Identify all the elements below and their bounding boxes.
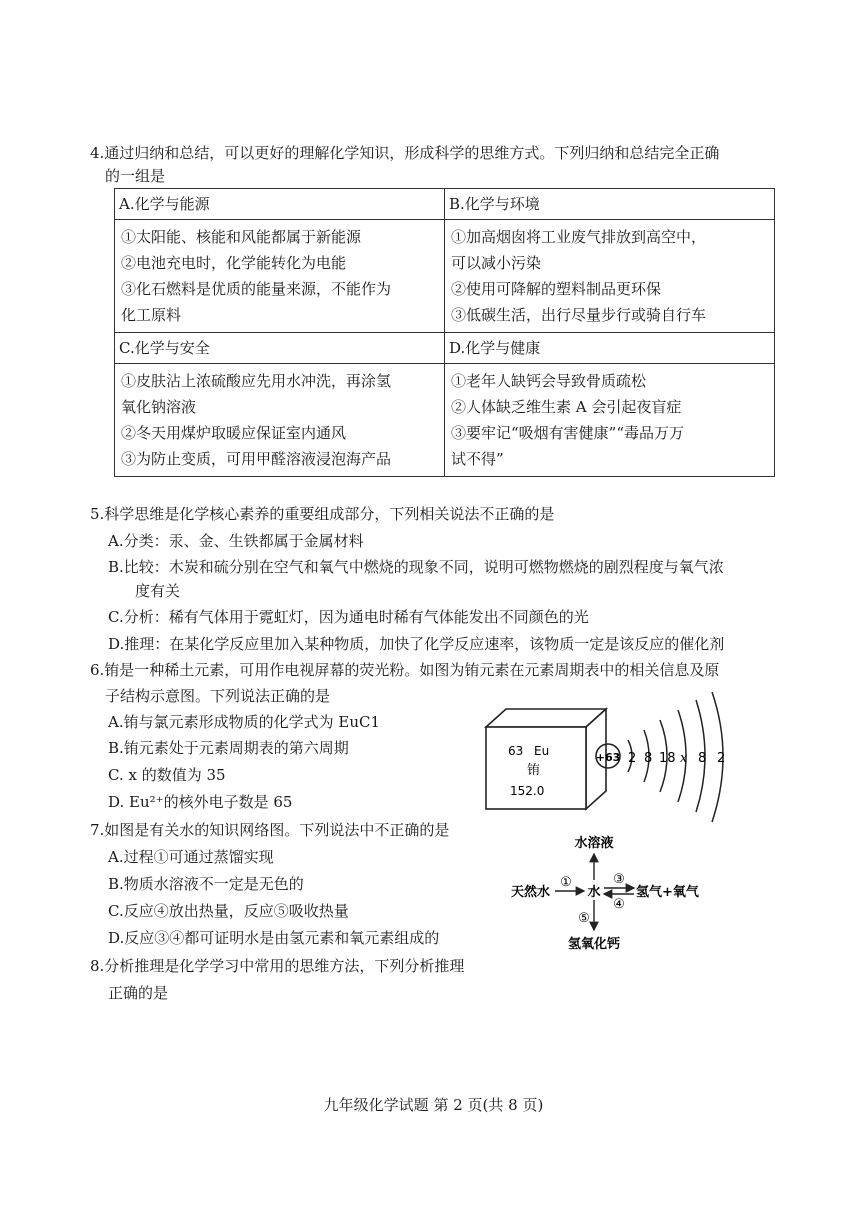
q4-stem-line2: 的一组是 — [105, 167, 166, 185]
q4-cell-a-header: A.化学与能源 — [115, 189, 445, 220]
q4-a-line: ③化石燃料是优质的能量来源，不能作为 — [121, 280, 392, 298]
q4-c-line: ①皮肤沾上浓硫酸应先用水冲洗，再涂氢 — [121, 372, 392, 390]
q4-b-line: 可以减小污染 — [451, 254, 542, 272]
q4-cell-c-body — [115, 364, 445, 477]
shell-5-count: 8 — [698, 751, 707, 766]
q4-stem-line1: 4.通过归纳和总结，可以更好的理解化学知识，形成科学的思维方式。下列归纳和总结完全正确 — [90, 144, 720, 162]
q4-cell-d-body — [445, 364, 775, 477]
nucleus-charge: +63 — [595, 751, 621, 764]
q4-cell-a-body — [115, 220, 445, 333]
q4-c-line: ③为防止变质，可用甲醛溶液浸泡海产品 — [121, 450, 392, 468]
shell-2-count: 8 — [644, 751, 653, 766]
q5-option-b-cont: 度有关 — [135, 582, 181, 600]
water-network-diagram — [508, 830, 728, 958]
diagram-hydrogen-oxygen: 氢气+氧气 — [636, 885, 699, 900]
q5-option-a: A.分类：汞、金、生铁都属于金属材料 — [108, 532, 364, 550]
q4-table — [114, 188, 775, 477]
q7-option-d: D.反应③④都可证明水是由氢元素和氧元素组成的 — [108, 929, 440, 947]
q7-option-c: C.反应④放出热量，反应⑤吸收热量 — [108, 902, 349, 920]
q6-option-c: C. x 的数值为 35 — [108, 766, 226, 784]
q4-a-line: 化工原料 — [121, 306, 182, 324]
element-name: 铕 — [527, 763, 541, 778]
diagram-natural-water: 天然水 — [511, 885, 551, 900]
q4-d-line: ③要牢记“吸烟有害健康”“毒品万万 — [451, 424, 685, 442]
q7-option-b: B.物质水溶液不一定是无色的 — [108, 875, 304, 893]
shell-3-count: 18 — [659, 751, 676, 766]
q5-stem: 5.科学思维是化学核心素养的重要组成部分，下列相关说法不正确的是 — [90, 505, 555, 523]
element-symbol: Eu — [534, 744, 550, 758]
element-atomic-number: 63 — [508, 744, 524, 758]
q6-stem-line1: 6.铕是一种稀土元素，可用作电视屏幕的荧光粉。如图为铕元素在元素周期表中的相关信息及原 — [90, 661, 720, 679]
q8-stem-line2: 正确的是 — [108, 984, 169, 1002]
q4-d-line: ②人体缺乏维生素 A 会引起夜盲症 — [451, 398, 682, 416]
shell-4-count: x — [680, 751, 688, 766]
q4-cell-d-header: D.化学与健康 — [445, 333, 775, 364]
q7-stem: 7.如图是有关水的知识网络图。下列说法中不正确的是 — [90, 821, 450, 839]
q4-b-line: ②使用可降解的塑料制品更环保 — [451, 280, 662, 298]
page-footer: 九年级化学试题 第 2 页(共 8 页) — [323, 1096, 544, 1114]
q5-option-d: D.推理：在某化学反应里加入某种物质，加快了化学反应速率，该物质一定是该反应的催化剂 — [108, 635, 725, 653]
q6-option-b: B.铕元素处于元素周期表的第六周期 — [108, 739, 349, 757]
q4-c-line: ②冬天用煤炉取暖应保证室内通风 — [121, 424, 347, 442]
label-2: ② — [575, 859, 587, 874]
q4-d-line: 试不得” — [451, 450, 504, 468]
label-4: ④ — [613, 897, 625, 912]
atomic-structure-diagram — [590, 692, 740, 832]
shell-1-count: 2 — [628, 751, 637, 766]
label-3: ③ — [613, 872, 625, 887]
shell-6-count: 2 — [717, 751, 726, 766]
label-1: ① — [560, 875, 572, 890]
q6-option-a: A.铕与氯元素形成物质的化学式为 EuC1 — [108, 713, 381, 731]
diagram-aqueous-solution: 水溶液 — [574, 836, 614, 851]
q4-d-line: ①老年人缺钙会导致骨质疏松 — [451, 372, 647, 390]
q6-stem-line2: 子结构示意图。下列说法正确的是 — [105, 687, 331, 705]
q6-option-d: D. Eu²⁺的核外电子数是 65 — [108, 793, 293, 811]
element-mass: 152.0 — [510, 784, 545, 798]
q7-option-a: A.过程①可通过蒸馏实现 — [108, 848, 274, 866]
q4-c-line: 氧化钠溶液 — [121, 398, 197, 416]
q4-b-line: ③低碳生活，出行尽量步行或骑自行车 — [451, 306, 707, 324]
q4-b-line: ①加高烟囱将工业废气排放到高空中， — [451, 228, 707, 246]
q4-cell-b-body — [445, 220, 775, 333]
label-5: ⑤ — [578, 911, 590, 926]
q5-option-b: B.比较：木炭和硫分别在空气和氧气中燃烧的现象不同，说明可燃物燃烧的剧烈程度与氧气浓 — [108, 558, 724, 576]
q4-a-line: ②电池充电时，化学能转化为电能 — [121, 254, 347, 272]
q4-cell-b-header: B.化学与环境 — [445, 189, 775, 220]
q5-option-c: C.分析：稀有气体用于霓虹灯，因为通电时稀有气体能发出不同颜色的光 — [108, 608, 589, 626]
diagram-water: 水 — [587, 885, 601, 900]
q8-stem-line1: 8.分析推理是化学学习中常用的思维方法，下列分析推理 — [90, 957, 465, 975]
diagram-calcium-hydroxide: 氢氧化钙 — [567, 937, 621, 952]
q4-cell-c-header: C.化学与安全 — [115, 333, 445, 364]
q4-a-line: ①太阳能、核能和风能都属于新能源 — [121, 228, 362, 246]
